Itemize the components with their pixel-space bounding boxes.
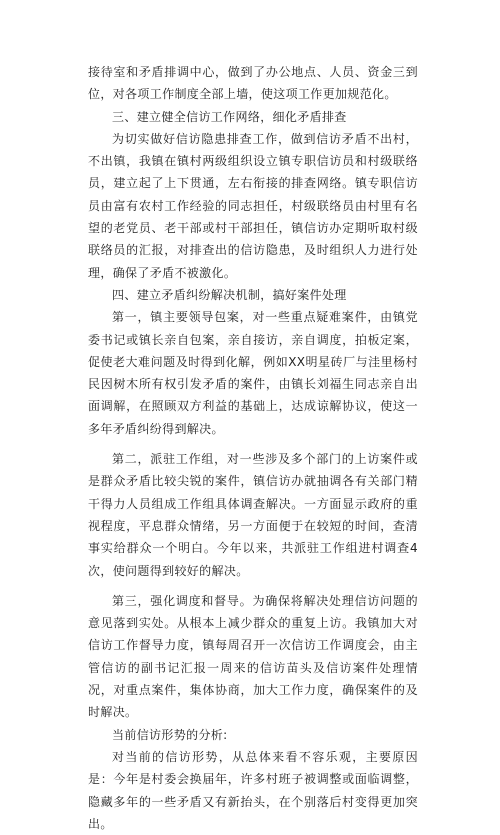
paragraph-8: 当前信访形势的分析: [112, 727, 228, 742]
paragraph-3: 为切实做好信访隐患排查工作，做到信访矛盾不出村，不出镇，我镇在镇村两级组织设立镇专职信访员和村级联络员，建立起了上下贯通，左右衔接的排查网络。镇专职信访员由富有农村工作经验的同志担任，村级联络员由村里有名望的老党员、老干部或村干部担任，镇信访办定期听取村级联络员的汇报，对排查出的信访隐患，及时组织人力进行处理，确保了矛盾不被激化。 [88, 131, 418, 280]
paragraph-6: 第二，派驻工作组，对一些涉及多个部门的上访案件或是群众矛盾比较尖锐的案件，镇信访办就抽调各有关部门精干得力人员组成工作组具体调查解决。一方面显示政府的重视程度，平息群众情绪，另一方面便于在较短的时间，查清事实给群众一个明白。今年以来，共派驻工作组进村调查4次，使问题得到较好的解决。 [88, 452, 418, 578]
paragraph-5: 第一，镇主要领导包案，对一些重点疑难案件，由镇党委书记或镇长亲自包案，亲自接访，亲自调度，拍板定案，促使老大难问题及时得到化解，例如XX明星砖厂与洼里杨村民因树木所有权引发矛盾的案件，由镇长刘福生同志亲自出面调解，在照顾双方利益的基础上，达成谅解协议，使这一多年矛盾纠纷得到解决。 [88, 310, 418, 436]
paragraph-9: 对当前的信访形势，从总体来看不容乐观，主要原因是：今年是村委会换届年，许多村班子被调整或面临调整，隐藏多年的一些矛盾又有新抬头，在个别落后村变得更加突出。 [88, 749, 418, 831]
section-heading-3: 三、建立健全信访工作网络，细化矛盾排查 [112, 109, 347, 124]
paragraph-7: 第三，强化调度和督导。为确保将解决处理信访问题的意见落到实处。从根本上减少群众的重复上访。我镇加大对信访工作督导力度，镇每周召开一次信访工作调度会，由主管信访的副书记汇报一周来的信访苗头及信访案件处理情况，对重点案件，集体协商，加大工作力度，确保案件的及时解决。 [88, 593, 418, 720]
section-heading-4: 四、建立矛盾纠纷解决机制，搞好案件处理 [112, 287, 347, 302]
paragraph-1: 接待室和矛盾排调中心，做到了办公地点、人员、资金三到位，对各项工作制度全部上墙，使这项工作更加规范化。 [88, 65, 418, 102]
